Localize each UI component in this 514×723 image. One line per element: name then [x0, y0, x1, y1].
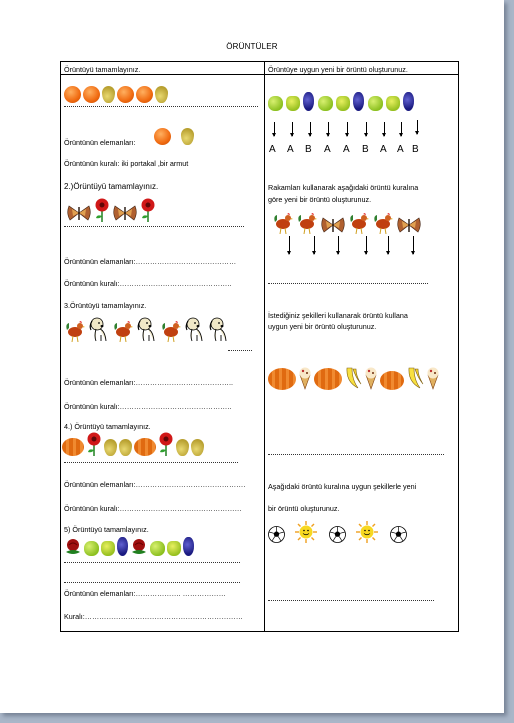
banana-icon	[344, 366, 362, 390]
r2-pattern-row	[272, 212, 424, 234]
answer-line	[64, 562, 240, 563]
q5-rule-label: Kuralı:…………………………………………………………	[64, 612, 243, 621]
r4-pattern-row	[268, 521, 409, 543]
eggplant-icon	[303, 92, 314, 111]
down-arrow-icon	[366, 236, 367, 254]
q4-pattern-row	[62, 432, 206, 456]
answer-line	[64, 106, 258, 107]
down-arrow-icon	[366, 122, 367, 136]
down-arrow-icon	[384, 122, 385, 136]
down-arrow-icon	[289, 236, 290, 254]
down-arrow-icon	[310, 122, 311, 136]
q4-rule-label: Örüntünün kuralı:……………………………………………	[64, 504, 242, 513]
down-arrow-icon	[338, 236, 339, 254]
ice-cream-icon	[426, 366, 440, 390]
r4-line2: bir örüntü oluşturunuz.	[268, 504, 340, 513]
pattern-letter: A	[287, 144, 294, 155]
rooster-icon	[348, 212, 370, 234]
q5-elements-label: Örüntünün elemanları:………………. ………………	[64, 589, 226, 598]
apple-icon	[150, 541, 165, 556]
pattern-letter: B	[362, 144, 369, 155]
q3-pattern-row	[64, 316, 232, 342]
smiling-sun-icon	[356, 521, 378, 543]
smiling-sun-icon	[295, 521, 317, 543]
q2-rule-label: Örüntünün kuralı:………………………………………..	[64, 279, 232, 288]
pear-icon	[191, 439, 204, 456]
pumpkin-icon	[62, 438, 84, 456]
butterfly-icon	[66, 204, 92, 222]
soccer-ball-icon	[268, 526, 285, 543]
flower-icon	[158, 432, 174, 456]
answer-line	[268, 283, 428, 284]
pear-icon	[155, 86, 168, 103]
q2-title: 2.)Örüntüyü tamamlayınız.	[64, 182, 159, 191]
pattern-letter: B	[412, 144, 419, 155]
flower-icon	[94, 198, 110, 222]
answer-line	[64, 462, 238, 463]
q2-elements-label: Örüntünün elamanları:……………………………………	[64, 257, 237, 266]
eggplant-icon	[403, 92, 414, 111]
soccer-ball-icon	[390, 526, 407, 543]
rooster-icon	[64, 320, 86, 342]
rose-icon	[130, 538, 148, 556]
pumpkin-icon	[268, 368, 296, 390]
orange-icon	[154, 128, 171, 145]
ice-cream-icon	[364, 366, 378, 390]
q3-elements-label: Örüntünün elemanları:…………………………………..	[64, 378, 233, 387]
dog-icon	[136, 316, 158, 342]
page-title: ÖRÜNTÜLER	[226, 42, 278, 51]
q5-title: 5) Örüntüyü tamamlayınız.	[64, 525, 149, 534]
q3-rule-label: Örüntünün kuralı:………………………………………..	[64, 402, 232, 411]
pattern-letter: A	[380, 144, 387, 155]
pear-icon	[181, 128, 194, 145]
butterfly-icon	[112, 204, 138, 222]
apple-icon	[368, 96, 383, 111]
apple-icon	[318, 96, 333, 111]
down-arrow-icon	[417, 120, 418, 134]
pear-icon	[104, 439, 117, 456]
soccer-ball-icon	[329, 526, 346, 543]
pattern-letter: A	[269, 144, 276, 155]
pepper-icon	[286, 96, 300, 111]
r3-line2: uygun yeni bir örüntü oluşturunuz.	[268, 322, 377, 331]
rose-icon	[64, 538, 82, 556]
down-arrow-icon	[292, 122, 293, 136]
q5-pattern-row	[64, 537, 196, 556]
down-arrow-icon	[388, 236, 389, 254]
down-arrow-icon	[328, 122, 329, 136]
rooster-icon	[160, 320, 182, 342]
rooster-icon	[112, 320, 134, 342]
q1-title: Örüntüyü tamamlayınız.	[64, 65, 141, 74]
orange-icon	[117, 86, 134, 103]
r3-line1: İstediğiniz şekilleri kullanarak örüntü kullana	[268, 311, 408, 320]
eggplant-icon	[117, 537, 128, 556]
down-arrow-icon	[274, 122, 275, 136]
header-row-line	[60, 74, 459, 75]
flower-icon	[86, 432, 102, 456]
q1-elements-label: Örüntünün elemanları:	[64, 138, 136, 147]
q1-pattern-row	[64, 86, 170, 103]
answer-line	[228, 350, 252, 351]
apple-icon	[268, 96, 283, 111]
eggplant-icon	[353, 92, 364, 111]
answer-line	[64, 226, 244, 227]
pattern-letter: A	[343, 144, 350, 155]
pumpkin-icon	[134, 438, 156, 456]
orange-icon	[64, 86, 81, 103]
r3-pattern-row	[268, 366, 442, 390]
down-arrow-icon	[314, 236, 315, 254]
column-divider	[264, 61, 265, 632]
rooster-icon	[272, 212, 294, 234]
pepper-icon	[386, 96, 400, 111]
dog-icon	[88, 316, 110, 342]
pear-icon	[119, 439, 132, 456]
pepper-icon	[167, 541, 181, 556]
orange-icon	[83, 86, 100, 103]
q2-pattern-row	[66, 198, 158, 222]
flower-icon	[140, 198, 156, 222]
r1-pattern-row	[268, 92, 416, 111]
pepper-icon	[336, 96, 350, 111]
down-arrow-icon	[401, 122, 402, 136]
down-arrow-icon	[413, 236, 414, 254]
pumpkin-icon	[380, 371, 404, 390]
q1-rule: Örüntünün kuralı: iki portakal ,bir armut	[64, 159, 189, 168]
down-arrow-icon	[347, 122, 348, 136]
pear-icon	[176, 439, 189, 456]
pepper-icon	[101, 541, 115, 556]
banana-icon	[406, 366, 424, 390]
r1-title: Örüntüye uygun yeni bir örüntü oluşturunuz.	[268, 65, 408, 74]
eggplant-icon	[183, 537, 194, 556]
answer-line	[268, 600, 434, 601]
r4-line1: Aşağıdaki örüntü kuralına uygun şekillerle yeni	[268, 482, 417, 491]
r2-line2: göre yeni bir örüntü oluşturunuz.	[268, 195, 372, 204]
q3-title: 3.Örüntüyü tamamlayınız.	[64, 301, 147, 310]
butterfly-icon	[320, 216, 346, 234]
pattern-letter: A	[324, 144, 331, 155]
q1-elements-icons	[154, 128, 196, 145]
dog-icon	[184, 316, 206, 342]
rooster-icon	[372, 212, 394, 234]
apple-icon	[84, 541, 99, 556]
pear-icon	[102, 86, 115, 103]
pattern-letter: A	[397, 144, 404, 155]
q4-title: 4.) Örüntüyü tamamlayınız.	[64, 422, 151, 431]
pumpkin-icon	[314, 368, 342, 390]
rooster-icon	[296, 212, 318, 234]
dog-icon	[208, 316, 230, 342]
butterfly-icon	[396, 216, 422, 234]
q4-elements-label: Örüntünün elemanları:……………………………………….	[64, 480, 246, 489]
orange-icon	[136, 86, 153, 103]
ice-cream-icon	[298, 366, 312, 390]
answer-line	[64, 582, 240, 583]
answer-line	[268, 454, 444, 455]
pattern-letter: B	[305, 144, 312, 155]
r2-line1: Rakamları kullanarak aşağıdaki örüntü kuralına	[268, 183, 419, 192]
